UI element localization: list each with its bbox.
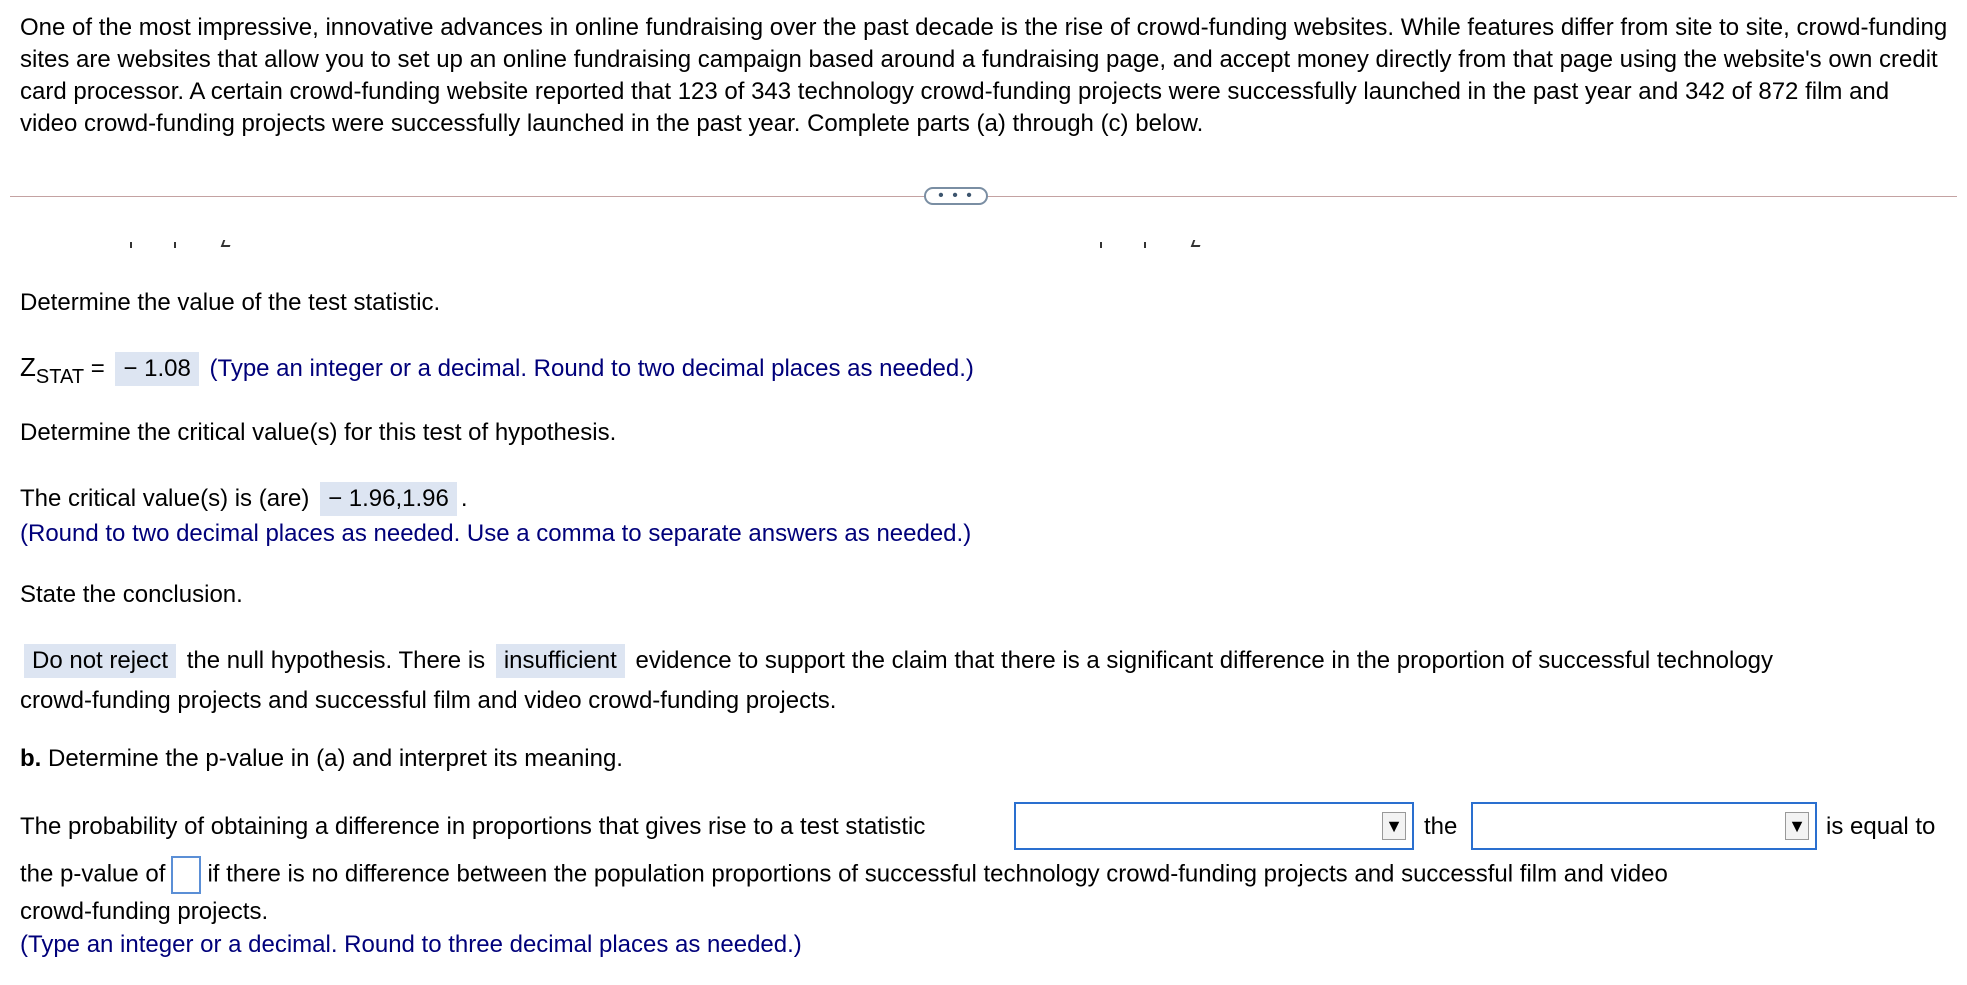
critical-answer[interactable]: − 1.96,1.96 <box>320 482 457 516</box>
part-b-equal: is equal to <box>1826 813 1936 840</box>
part-b-the: the <box>1424 813 1458 840</box>
clipped-content-marks <box>1100 237 1220 249</box>
conclusion-text-3: crowd-funding projects and successful film and video crowd-funding projects. <box>20 687 837 714</box>
conclusion-decision-answer[interactable]: Do not reject <box>24 644 176 678</box>
z-subscript: STAT <box>35 366 85 388</box>
part-b-heading <box>20 744 623 774</box>
conclusion-row <box>24 644 1773 678</box>
part-b-row-2 <box>20 856 1668 894</box>
test-stat-answer[interactable]: − 1.08 <box>115 352 198 386</box>
critical-row <box>20 482 468 516</box>
part-b-text-2: the p-value of <box>20 860 166 888</box>
clipped-content-marks <box>130 237 250 249</box>
test-stat-prompt: Determine the value of the test statistic. <box>20 289 441 316</box>
conclusion-prompt: State the conclusion. <box>20 581 243 608</box>
z-symbol: Z <box>20 352 36 382</box>
critical-hint: (Round to two decimal places as needed. Use a comma to separate answers as needed.) <box>20 520 972 547</box>
part-b-text-1: The probability of obtaining a difference in proportions that gives rise to a test statistic <box>20 813 926 840</box>
part-b-hint: (Type an integer or a decimal. Round to three decimal places as needed.) <box>20 931 802 958</box>
comparison-dropdown[interactable] <box>1014 802 1414 850</box>
expand-more-button[interactable]: • • • <box>924 187 988 205</box>
critical-prompt: Determine the critical value(s) for this test of hypothesis. <box>20 419 617 446</box>
conclusion-text-1: the null hypothesis. There is <box>186 647 486 674</box>
pvalue-input[interactable] <box>171 856 201 894</box>
critical-label: The critical value(s) is (are) <box>20 485 310 512</box>
problem-intro: One of the most impressive, innovative advances in online fundraising over the past decade is the rise of crowd-funding websites. While features differ from site to site, crowd-funding sites are websites that allow you to set up an online fundraising campaign based around a fundraising page, and accept money directly from that page using the website's own credit card processor. A certain crowd-funding website reported that 123 of 343 technology crowd-funding projects were successfully launched in the past year and 342 of 872 film and video crowd-funding projects were successfully launched in the past year. Complete parts (a) through (c) below. <box>20 14 1948 137</box>
critical-period: . <box>460 485 468 512</box>
dropdown-arrow-icon[interactable]: ▼ <box>1785 812 1809 840</box>
conclusion-text-2: evidence to support the claim that there is a significant difference in the proportion of successful technology <box>635 647 1774 674</box>
part-b-text-4: crowd-funding projects. <box>20 898 269 925</box>
test-stat-row <box>20 352 974 386</box>
dropdown-arrow-icon[interactable]: ▼ <box>1382 812 1406 840</box>
part-b-text-3: if there is no difference between the population proportions of successful technology crowd-funding projects and successful film and video <box>207 860 1668 888</box>
part-b-label: b. <box>20 745 42 772</box>
part-b-prompt: Determine the p-value in (a) and interpret its meaning. <box>48 745 623 772</box>
statistic-dropdown[interactable] <box>1471 802 1817 850</box>
equals-sign: = <box>90 355 105 382</box>
conclusion-evidence-answer[interactable]: insufficient <box>496 644 625 678</box>
test-stat-hint: (Type an integer or a decimal. Round to two decimal places as needed.) <box>209 355 974 382</box>
